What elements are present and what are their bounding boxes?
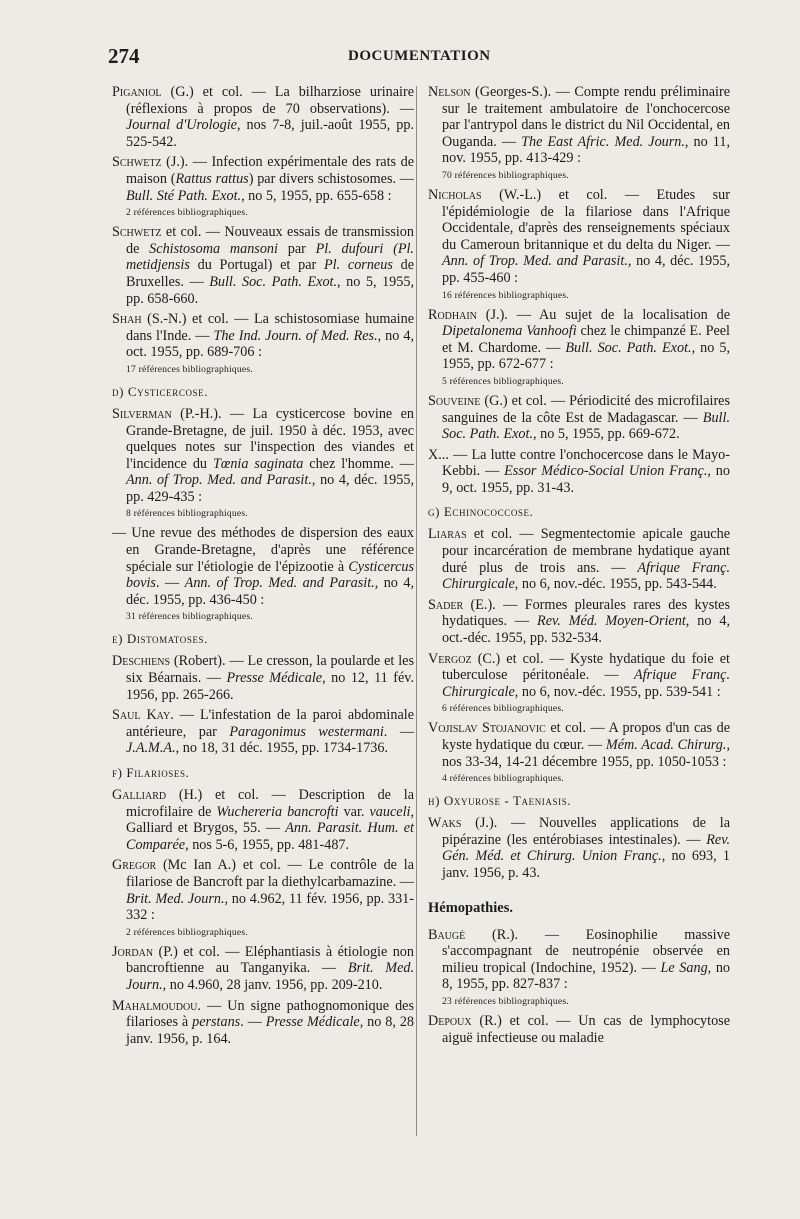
entry-italic-text: Ann. Parasit. Hum. et Comparée <box>126 820 414 853</box>
entry-text: , Galliard et Brygos, 55. — <box>126 803 414 837</box>
entry-text: ) par divers schistosomes. — <box>248 170 414 187</box>
entry-text: . — <box>240 1014 266 1031</box>
entry-italic-text: Essor Médico-Social Union Franç. <box>504 463 708 480</box>
reference-count: 31 références bibliographiques. <box>126 611 253 623</box>
entry-text: (H.) et col. — Description de la microfilaire de <box>126 787 414 820</box>
entry-text: (J.). — Nouvelles applications de la pipérazine (les entérobiases intestinales). — <box>442 815 730 848</box>
entry-author: Shah <box>112 311 142 328</box>
entry-text: , no 4.962, 11 fév. 1956, pp. 331-332 : <box>126 890 414 924</box>
entry-italic-text: The East Afric. Med. Journ. <box>521 133 685 150</box>
reference-count: 23 références bibliographiques. <box>442 995 569 1007</box>
section-heading: h) Oxyurose - Taeniasis. <box>428 793 572 809</box>
entry-text: , no 8, 28 janv. 1956, p. 164. <box>126 1014 415 1047</box>
entry-text: (Georges-S.). — Compte rendu préliminaire sur le traitement ambulatoire de l'onchocercose par l'antrypol dans le district du Nil Occidental, en Ouganda. — <box>442 84 730 150</box>
bibliography-entry <box>428 1013 730 1046</box>
entry-text: (J.). — Infection expérimentale des rats de maison ( <box>126 154 414 187</box>
entry-text: . — Un signe pathognomonique des filarioses à <box>126 997 414 1031</box>
entry-author: Gregor <box>112 857 157 874</box>
entry-italic-text: Bull. Sté Path. Exot. <box>126 187 242 204</box>
entry-italic-text: Paragonimus westermani <box>229 723 384 740</box>
entry-italic-text: Pl. corneus <box>324 257 393 274</box>
entry-text: (S.-N.) et col. — La schistosomiase humaine dans l'Inde. — <box>126 311 414 344</box>
entry-text: (G.) et col. — Périodicité des microfilaires sanguines de la côte Est de Madagascar. — <box>442 392 730 426</box>
entry-text: , no 5, 1955, pp. 669-672. <box>533 426 680 443</box>
entry-text: chez l'homme. — <box>303 455 414 472</box>
bibliography-entry <box>428 187 730 287</box>
entry-author: Mahalmoudou <box>112 997 198 1014</box>
entry-text: , nos 7-8, juil.-août 1955, pp. 525-542. <box>126 117 414 150</box>
entry-text: (P.) et col. — Eléphantiasis à étiologie non bancroftienne au Tanganyika. — <box>126 943 414 977</box>
reference-count: 2 références bibliographiques. <box>126 207 248 219</box>
entry-italic-text: Schistosoma mansoni <box>149 240 278 257</box>
entry-author: Nicholas <box>428 186 482 203</box>
bibliography-entry <box>428 393 730 443</box>
bibliography-entry <box>428 526 730 592</box>
entry-text: (J.). — Au sujet de la localisation de <box>476 306 730 323</box>
reference-count: 8 références bibliographiques. <box>126 508 248 520</box>
reference-count: 2 références bibliographiques. <box>126 926 248 938</box>
entry-italic-text: Tœnia saginata <box>212 455 304 472</box>
entry-italic-text: perstans <box>192 1014 241 1031</box>
entry-italic-text: The Ind. Journ. of Med. Res. <box>213 327 378 344</box>
section-heading: f) Filarioses. <box>112 765 190 780</box>
section-heading: g) Echinococcose. <box>428 504 534 520</box>
reference-count: 17 références bibliographiques. <box>126 363 253 375</box>
reference-count: 70 références bibliographiques. <box>442 169 569 181</box>
entry-author: Vojislav Stojanovic <box>428 720 546 737</box>
entry-text: var. <box>338 803 370 820</box>
entry-italic-text: Mém. Acad. Chirurg. <box>605 737 727 753</box>
bibliography-entry <box>112 154 414 204</box>
entry-text: (R.) et col. — Un cas de lymphocytose aiguë infectieuse ou maladie <box>442 1012 730 1046</box>
entry-text: de Bruxelles. — <box>126 257 414 290</box>
entry-author: Silverman <box>112 405 172 422</box>
entry-author: Sader <box>428 596 464 613</box>
entry-author: Saul Kay <box>112 707 171 724</box>
entry-text: par <box>277 240 316 257</box>
entry-italic-text: Journal d'Urologie <box>126 117 237 134</box>
entry-text: et col. — Segmentectomie apicale gauche pour incarcération de membrane hydatique ayant duré plus de trois ans. — <box>442 526 730 576</box>
reference-count: 5 références bibliographiques. <box>442 375 564 387</box>
left-column <box>112 84 414 1051</box>
entry-text: . — <box>383 723 415 740</box>
entry-italic-text: Brit. Med. Journ. <box>126 960 415 993</box>
entry-text: (P.-H.). — La cysticercose bovine en Grande-Bretagne, de juil. 1950 à déc. 1953, avec quelques notes sur l'inspection des viandes et l'incidence du <box>126 405 414 472</box>
entry-italic-text: Wuchereria bancrofti <box>216 803 339 820</box>
entry-text: (C.) et col. — Kyste hydatique du foie et tuberculose péritonéale. — <box>442 650 730 684</box>
reference-count: 16 références bibliographiques. <box>442 289 569 301</box>
bibliography-entry <box>428 815 730 881</box>
entry-author: Rodhain <box>428 306 477 323</box>
entry-text: , no 6, nov.-déc. 1955, pp. 539-541 : <box>514 683 721 700</box>
entry-author: Souveine <box>428 392 481 409</box>
section-heading: e) Distomatoses. <box>112 631 208 647</box>
bibliography-entry <box>428 84 730 167</box>
entry-italic-text: Pl. dufouri (Pl. metidjensis <box>126 240 414 274</box>
entry-italic-text: Cysticercus bovis <box>126 558 414 592</box>
running-title: DOCUMENTATION <box>348 48 491 64</box>
bibliography-entry <box>112 857 414 923</box>
entry-italic-text: Afrique Franç. Chirurgicale <box>442 559 730 593</box>
entry-text: , no 18, 31 déc. 1955, pp. 1734-1736. <box>175 740 389 757</box>
entry-italic-text: Afrique Franç. Chirurgicale <box>442 667 730 700</box>
bibliography-entry <box>112 707 414 757</box>
entry-text: , nos 33-34, 14-21 décembre 1955, pp. 1050-1053 : <box>442 737 730 770</box>
entry-author: Liaras <box>428 526 467 543</box>
entry-text: . — <box>155 575 185 592</box>
entry-text: , no 4, déc. 1955, pp. 455-460 : <box>442 253 730 286</box>
bibliography-entry <box>112 84 414 150</box>
reference-count: 6 références bibliographiques. <box>442 703 564 715</box>
entry-author: Schwetz <box>112 224 162 241</box>
bibliography-entry <box>112 311 414 361</box>
entry-text: (Robert). — Le cresson, la poularde et les six Béarnais. — <box>126 653 414 687</box>
bibliography-entry <box>112 406 414 506</box>
entry-author: Jordan <box>112 943 154 960</box>
entry-italic-text: Rattus rattus <box>175 170 249 187</box>
entry-text: et col. — A propos d'un cas de kyste hydatique du cœur. — <box>442 720 730 753</box>
entry-italic-text: Presse Médicale <box>226 670 323 687</box>
entry-text: X... — La lutte contre l'onchocercose dans le Mayo-Kebbi. — <box>428 446 730 480</box>
entry-italic-text: Presse Médicale <box>265 1014 360 1031</box>
entry-text: , no 4, déc. 1955, pp. 436-450 : <box>126 575 415 608</box>
entry-text: , no 12, 11 fév. 1956, pp. 265-266. <box>126 670 414 703</box>
bibliography-entry <box>428 307 730 373</box>
bibliography-entry <box>112 944 414 994</box>
entry-text: . — L'infestation de la paroi abdominale antérieure, par <box>126 707 415 740</box>
bibliography-entry <box>428 927 730 993</box>
page-number: 274 <box>108 44 140 68</box>
entry-text: , no 4.960, 28 janv. 1956, pp. 209-210. <box>162 976 383 993</box>
entry-italic-text: Bull. Soc. Path. Exot. <box>565 339 692 356</box>
entry-italic-text: Bull. Soc. Path. Exot. <box>209 273 338 290</box>
entry-author: Galliard <box>112 787 167 803</box>
entry-text: du Portugal) et par <box>189 257 324 274</box>
entry-italic-text: vauceli <box>369 803 411 820</box>
entry-text: (E.). — Formes pleurales rares des kystes hydatiques. — <box>442 596 730 630</box>
entry-text: , no 8, 1955, pp. 827-837 : <box>442 959 731 993</box>
entry-italic-text: J.A.M.A. <box>126 740 176 757</box>
entry-text: , no 5, 1955, pp. 672-677 : <box>442 339 730 373</box>
entry-italic-text: Rev. Gén. Méd. et Chirurg. Union Franç. <box>442 831 730 865</box>
entry-text: , nos 5-6, 1955, pp. 481-487. <box>185 836 350 853</box>
bibliography-entry <box>112 998 414 1048</box>
bibliography-entry <box>112 525 414 608</box>
entry-text: , no 4, déc. 1955, pp. 429-435 : <box>126 472 414 505</box>
entry-author: Piganiol <box>112 84 162 100</box>
bibliography-entry <box>428 651 730 701</box>
entry-text: , no 5, 1955, pp. 658-660. <box>126 273 415 307</box>
entry-author: Nelson <box>428 84 471 100</box>
entry-text: , no 9, oct. 1955, pp. 31-43. <box>442 463 730 496</box>
entry-author: Waks <box>428 815 462 832</box>
entry-text: , no 11, nov. 1955, pp. 413-429 : <box>442 133 730 167</box>
entry-author: Deschiens <box>112 653 171 670</box>
entry-text: , no 693, 1 janv. 1956, p. 43. <box>442 848 731 881</box>
bibliography-entry <box>428 447 730 497</box>
bibliography-entry <box>112 787 414 853</box>
entry-italic-text: Ann. of Trop. Med. and Parasit. <box>442 253 628 270</box>
entry-italic-text: Brit. Med. Journ. <box>126 890 225 907</box>
entry-author: Vergoz <box>428 650 472 667</box>
entry-text: , no 5, 1955, pp. 655-658 : <box>241 187 392 204</box>
entry-text: (Mc Ian A.) et col. — Le contrôle de la filariose de Bancroft par la diethylcarbamazine. — <box>126 857 414 890</box>
bibliography-entry <box>428 720 730 770</box>
entry-text: , no 6, nov.-déc. 1955, pp. 543-544. <box>514 576 717 593</box>
entry-italic-text: Le Sang <box>660 959 708 976</box>
entry-italic-text: Ann. of Trop. Med. and Parasit. <box>126 472 312 489</box>
entry-text: (G.) et col. — La bilharziose urinaire (réflexions à propos de 70 observations). — <box>126 84 414 117</box>
page-header <box>108 44 728 74</box>
entry-author: Schwetz <box>112 154 162 171</box>
entry-italic-text: Bull. Soc. Path. Exot. <box>442 409 730 443</box>
entry-italic-text: Rev. Méd. Moyen-Orient <box>537 613 686 630</box>
bibliography-entry <box>112 653 414 703</box>
column-divider <box>416 86 417 1136</box>
entry-text: chez le chimpanzé E. Peel et M. Chardome. — <box>442 323 731 356</box>
entry-author: Depoux <box>428 1012 472 1029</box>
entry-author: Baugé <box>428 926 466 943</box>
entry-text: et col. — Nouveaux essais de transmission de <box>126 224 414 257</box>
bibliography-entry <box>428 597 730 647</box>
right-column <box>428 84 730 1050</box>
bibliography-entry <box>112 224 414 307</box>
entry-text: — Une revue des méthodes de dispersion des eaux en Grande-Bretagne, d'après une référence spéciale sur l'étiologie de l'épizootie à <box>112 525 414 575</box>
entry-text: , no 4, oct.-déc. 1955, pp. 532-534. <box>442 613 730 647</box>
reference-count: 4 références bibliographiques. <box>442 773 564 785</box>
entry-italic-text: Ann. of Trop. Med. and Parasit. <box>184 575 375 592</box>
section-heading: d) Cysticercose. <box>112 383 209 399</box>
entry-text: (R.). — Eosinophilie massive s'accompagnant de neutropénie observée en milieu tropical (Indochine, 1952). — <box>442 926 730 976</box>
chapter-heading: Hémopathies. <box>428 899 513 916</box>
entry-text: (W.-L.) et col. — Etudes sur l'épidémiologie de la filariose dans l'Afrique Occidentale, d'après des renseignements spéciaux du Cameroun britannique et du delta du Niger. — <box>442 186 730 253</box>
entry-italic-text: Dipetalonema Vanhoofi <box>442 323 577 340</box>
entry-text: , no 4, oct. 1955, pp. 689-706 : <box>126 327 414 361</box>
